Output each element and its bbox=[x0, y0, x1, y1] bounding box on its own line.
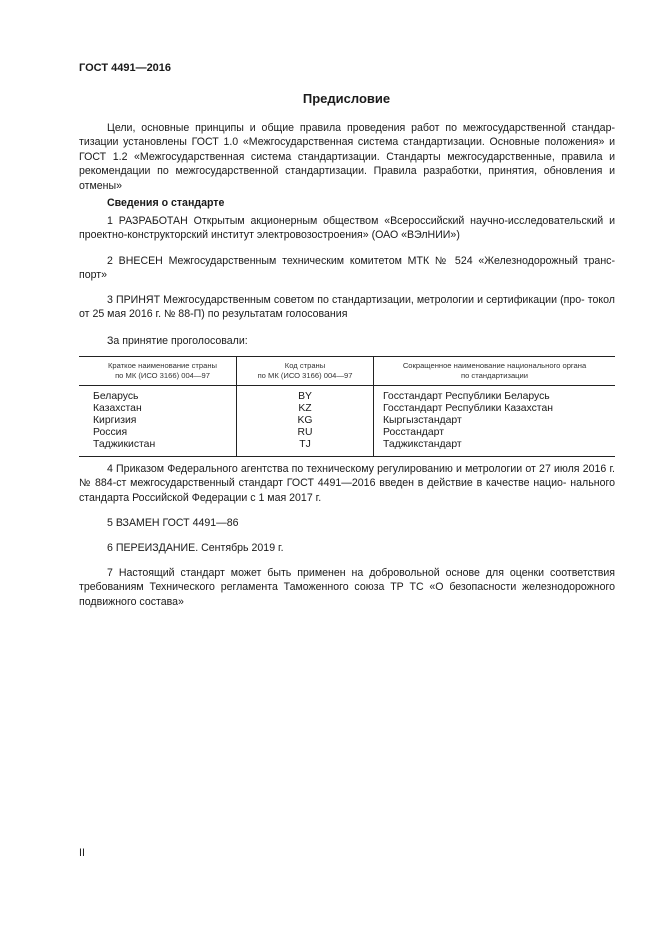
item-7-paragraph bbox=[79, 566, 615, 609]
page-number: II bbox=[79, 847, 85, 859]
votes-table bbox=[79, 356, 615, 457]
standards-body-cell: Госстандарт Республики Казахстан bbox=[374, 403, 616, 415]
country-code-cell: KG bbox=[237, 415, 374, 427]
item-5-paragraph: 5 ВЗАМЕН ГОСТ 4491—86 bbox=[107, 517, 239, 529]
header-country-name bbox=[79, 357, 237, 386]
item-4-paragraph bbox=[79, 462, 615, 505]
doc-code-header: ГОСТ 4491—2016 bbox=[79, 62, 172, 74]
header-line: по МК (ИСО 3166) 004—97 bbox=[115, 371, 210, 380]
table-row bbox=[79, 439, 615, 457]
item-1-paragraph bbox=[79, 214, 615, 243]
intro-paragraph bbox=[79, 121, 615, 193]
country-code-cell: KZ bbox=[237, 403, 374, 415]
header-line: по стандартизации bbox=[460, 371, 529, 380]
item-line: 2016 г. № 884-ст межгосударственный стандарт ГОСТ 4491—2016 введен в действие в качестве нацио- bbox=[79, 463, 615, 490]
intro-line: и ГОСТ 1.2 «Межгосударственная система стандартизации. Стандарты межгосударственные, правила bbox=[79, 136, 615, 163]
header-line: Код страны bbox=[284, 361, 326, 370]
item-line: и проектно-конструкторский институт электровозостроения» (ОАО «ВЭлНИИ») bbox=[79, 215, 615, 242]
table-row bbox=[79, 386, 615, 404]
item-line: 7 Настоящий стандарт может быть применен на добровольной основе для оценки соответствия bbox=[107, 567, 615, 579]
intro-line: тизации установлены ГОСТ 1.0 «Межгосударственная система стандартизации. Основные положения» bbox=[79, 136, 605, 149]
item-line: токол от 25 мая 2016 г. № 88-П) по результатам голосования bbox=[79, 294, 615, 321]
country-name-cell: Киргизия bbox=[93, 415, 137, 426]
country-name-cell: Россия bbox=[93, 427, 128, 438]
table-row bbox=[79, 415, 615, 427]
votes-label: За принятие проголосовали: bbox=[107, 335, 248, 347]
country-name-cell: Беларусь bbox=[93, 391, 139, 402]
country-code-cell: TJ bbox=[237, 439, 374, 457]
standards-body-cell: Госстандарт Республики Беларусь bbox=[374, 386, 616, 404]
country-code-cell: BY bbox=[237, 386, 374, 404]
section-subheading: Сведения о стандарте bbox=[107, 197, 225, 209]
table-header-row bbox=[79, 357, 615, 386]
standards-body-cell: Кыргызстандарт bbox=[374, 415, 616, 427]
item-line: нального стандарта Российской Федерации с 1 мая 2017 г. bbox=[79, 477, 615, 504]
intro-line: и рекомендации по межгосударственной стандартизации. Правила разработки, принятия, обновления bbox=[79, 150, 615, 178]
item-line: порт» bbox=[79, 269, 108, 282]
header-standards-body bbox=[374, 357, 616, 386]
item-6-paragraph: 6 ПЕРЕИЗДАНИЕ. Сентябрь 2019 г. bbox=[107, 542, 284, 554]
item-line: 4 Приказом Федерального агентства по техническому регулированию и метрологии от 27 июля bbox=[107, 463, 580, 475]
item-2-paragraph bbox=[79, 254, 615, 283]
header-line: Сокращенное наименование национального органа bbox=[402, 361, 587, 370]
item-line: подвижного состава» bbox=[79, 595, 184, 608]
header-country-code bbox=[237, 357, 374, 386]
standards-body-cell: Росстандарт bbox=[374, 427, 616, 439]
table-row bbox=[79, 403, 615, 415]
intro-line: и отмены» bbox=[79, 165, 615, 192]
header-line: по МК (ИСО 3166) 004—97 bbox=[257, 371, 353, 380]
item-line: 2 ВНЕСЕН Межгосударственным техническим комитетом МТК № 524 «Железнодорожный транс- bbox=[107, 255, 615, 267]
standards-body-cell: Таджикстандарт bbox=[374, 439, 616, 457]
item-line: 1 РАЗРАБОТАН Открытым акционерным обществом «Всероссийский научно-исследовательский bbox=[107, 215, 604, 227]
item-3-paragraph bbox=[79, 293, 615, 322]
item-line: 3 ПРИНЯТ Межгосударственным советом по стандартизации, метрологии и сертификации (про- bbox=[107, 294, 585, 306]
item-line: требованиям Технического регламента Таможенного союза ТР ТС «О безопасности железнодорожного bbox=[79, 581, 615, 594]
country-name-cell: Таджикистан bbox=[79, 439, 237, 457]
page-title: Предисловие bbox=[302, 91, 391, 106]
header-line: Краткое наименование страны bbox=[108, 361, 217, 370]
country-name-cell: Казахстан bbox=[93, 403, 142, 414]
country-code-cell: RU bbox=[237, 427, 374, 439]
table-row bbox=[79, 427, 615, 439]
intro-line: Цели, основные принципы и общие правила проведения работ по межгосударственной стандар- bbox=[107, 122, 615, 134]
